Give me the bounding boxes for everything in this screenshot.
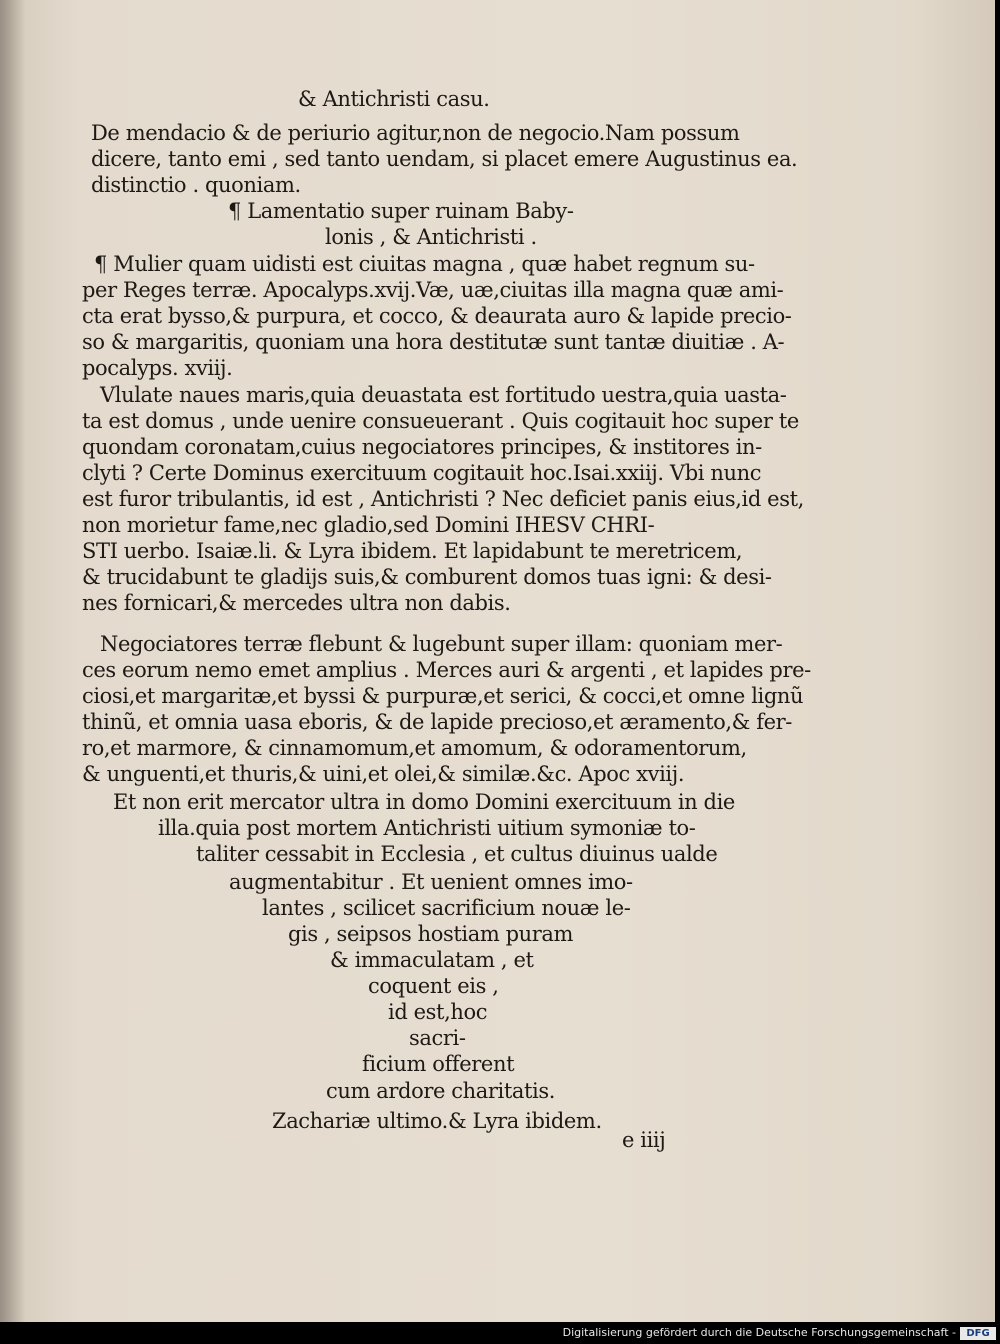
text-line: cta erat bysso,& purpura, et cocco, & deaurata auro & lapide precio- — [82, 304, 792, 328]
text-line: dicere, tanto emi , sed tanto uendam, si placet emere Augustinus ea. — [91, 147, 798, 171]
dfg-logo: DFG — [960, 1327, 996, 1340]
running-head: & Antichristi casu. — [298, 87, 490, 111]
text-line: quondam coronatam,cuius negociatores principes, & institores in- — [82, 435, 762, 459]
text-line: Vlulate naues maris,quia deuastata est fortitudo uestra,quia uasta- — [100, 383, 787, 407]
text-line: STI uerbo. Isaiæ.li. & Lyra ibidem. Et lapidabunt te meretricem, — [82, 539, 743, 563]
text-line: clyti ? Certe Dominus exercituum cogitauit hoc.Isai.xxiij. Vbi nunc — [82, 461, 762, 485]
text-line: & trucidabunt te gladijs suis,& comburent domos tuas igni: & desi- — [82, 565, 772, 589]
text-line: sacri- — [409, 1026, 466, 1050]
footer-credit: Digitalisierung gefördert durch die Deutsche Forschungsgemeinschaft - — [562, 1326, 956, 1339]
text-line: De mendacio & de periurio agitur,non de negocio.Nam possum — [91, 121, 740, 145]
text-line: augmentabitur . Et uenient omnes imo- — [229, 870, 633, 894]
text-line: gis , seipsos hostiam puram — [288, 922, 574, 946]
text-line: ficium offerent — [362, 1052, 515, 1076]
text-line: ¶ Mulier quam uidisti est ciuitas magna , quæ habet regnum su- — [94, 252, 755, 276]
text-line: & immaculatam , et — [330, 948, 534, 972]
text-line: id est,hoc — [388, 1000, 488, 1024]
text-line: Negociatores terræ flebunt & lugebunt super illam: quoniam mer- — [100, 632, 783, 656]
text-line: ro,et marmore, & cinnamomum,et amomum, & odoramentorum, — [82, 736, 747, 760]
section-heading: lonis , & Antichristi . — [325, 225, 537, 249]
text-line: taliter cessabit in Ecclesia , et cultus diuinus ualde — [196, 842, 718, 866]
text-line: ces eorum nemo emet amplius . Merces auri & argenti , et lapides pre- — [82, 658, 811, 682]
text-line: pocalyps. xviij. — [82, 356, 233, 380]
text-line: est furor tribulantis, id est , Antichristi ? Nec deficiet panis eius,id est, — [82, 487, 804, 511]
text-line: distinctio . quoniam. — [91, 173, 301, 197]
text-line: cum ardore charitatis. — [326, 1079, 555, 1103]
text-line: Zachariæ ultimo.& Lyra ibidem. — [272, 1109, 602, 1133]
text-line: illa.quia post mortem Antichristi uitium symoniæ to- — [158, 816, 696, 840]
digitization-footer — [0, 1322, 1000, 1344]
text-line: Et non erit mercator ultra in domo Domini exercituum in die — [113, 790, 735, 814]
text-line: lantes , scilicet sacrificium nouæ le- — [262, 896, 631, 920]
text-line: per Reges terræ. Apocalyps.xvij.Væ, uæ,ciuitas illa magna quæ ami- — [82, 278, 784, 302]
section-heading: ¶ Lamentatio super ruinam Baby- — [228, 199, 574, 223]
text-line: coquent eis , — [368, 974, 499, 998]
text-line: & unguenti,et thuris,& uini,et olei,& similæ.&c. Apoc xviij. — [82, 762, 685, 786]
text-line: ta est domus , unde uenire consueuerant . Quis cogitauit hoc super te — [82, 409, 799, 433]
text-line: so & margaritis, quoniam una hora destitutæ sunt tantæ diuitiæ . A- — [82, 330, 785, 354]
text-line: ciosi,et margaritæ,et byssi & purpuræ,et serici, & cocci,et omne lignũ — [82, 684, 804, 708]
text-line: nes fornicari,& mercedes ultra non dabis. — [82, 591, 511, 615]
text-line: thinũ, et omnia uasa eboris, & de lapide precioso,et æramento,& fer- — [82, 710, 792, 734]
signature-mark: e iiij — [622, 1128, 666, 1152]
text-line: non morietur fame,nec gladio,sed Domini IHESV CHRI- — [82, 513, 655, 537]
